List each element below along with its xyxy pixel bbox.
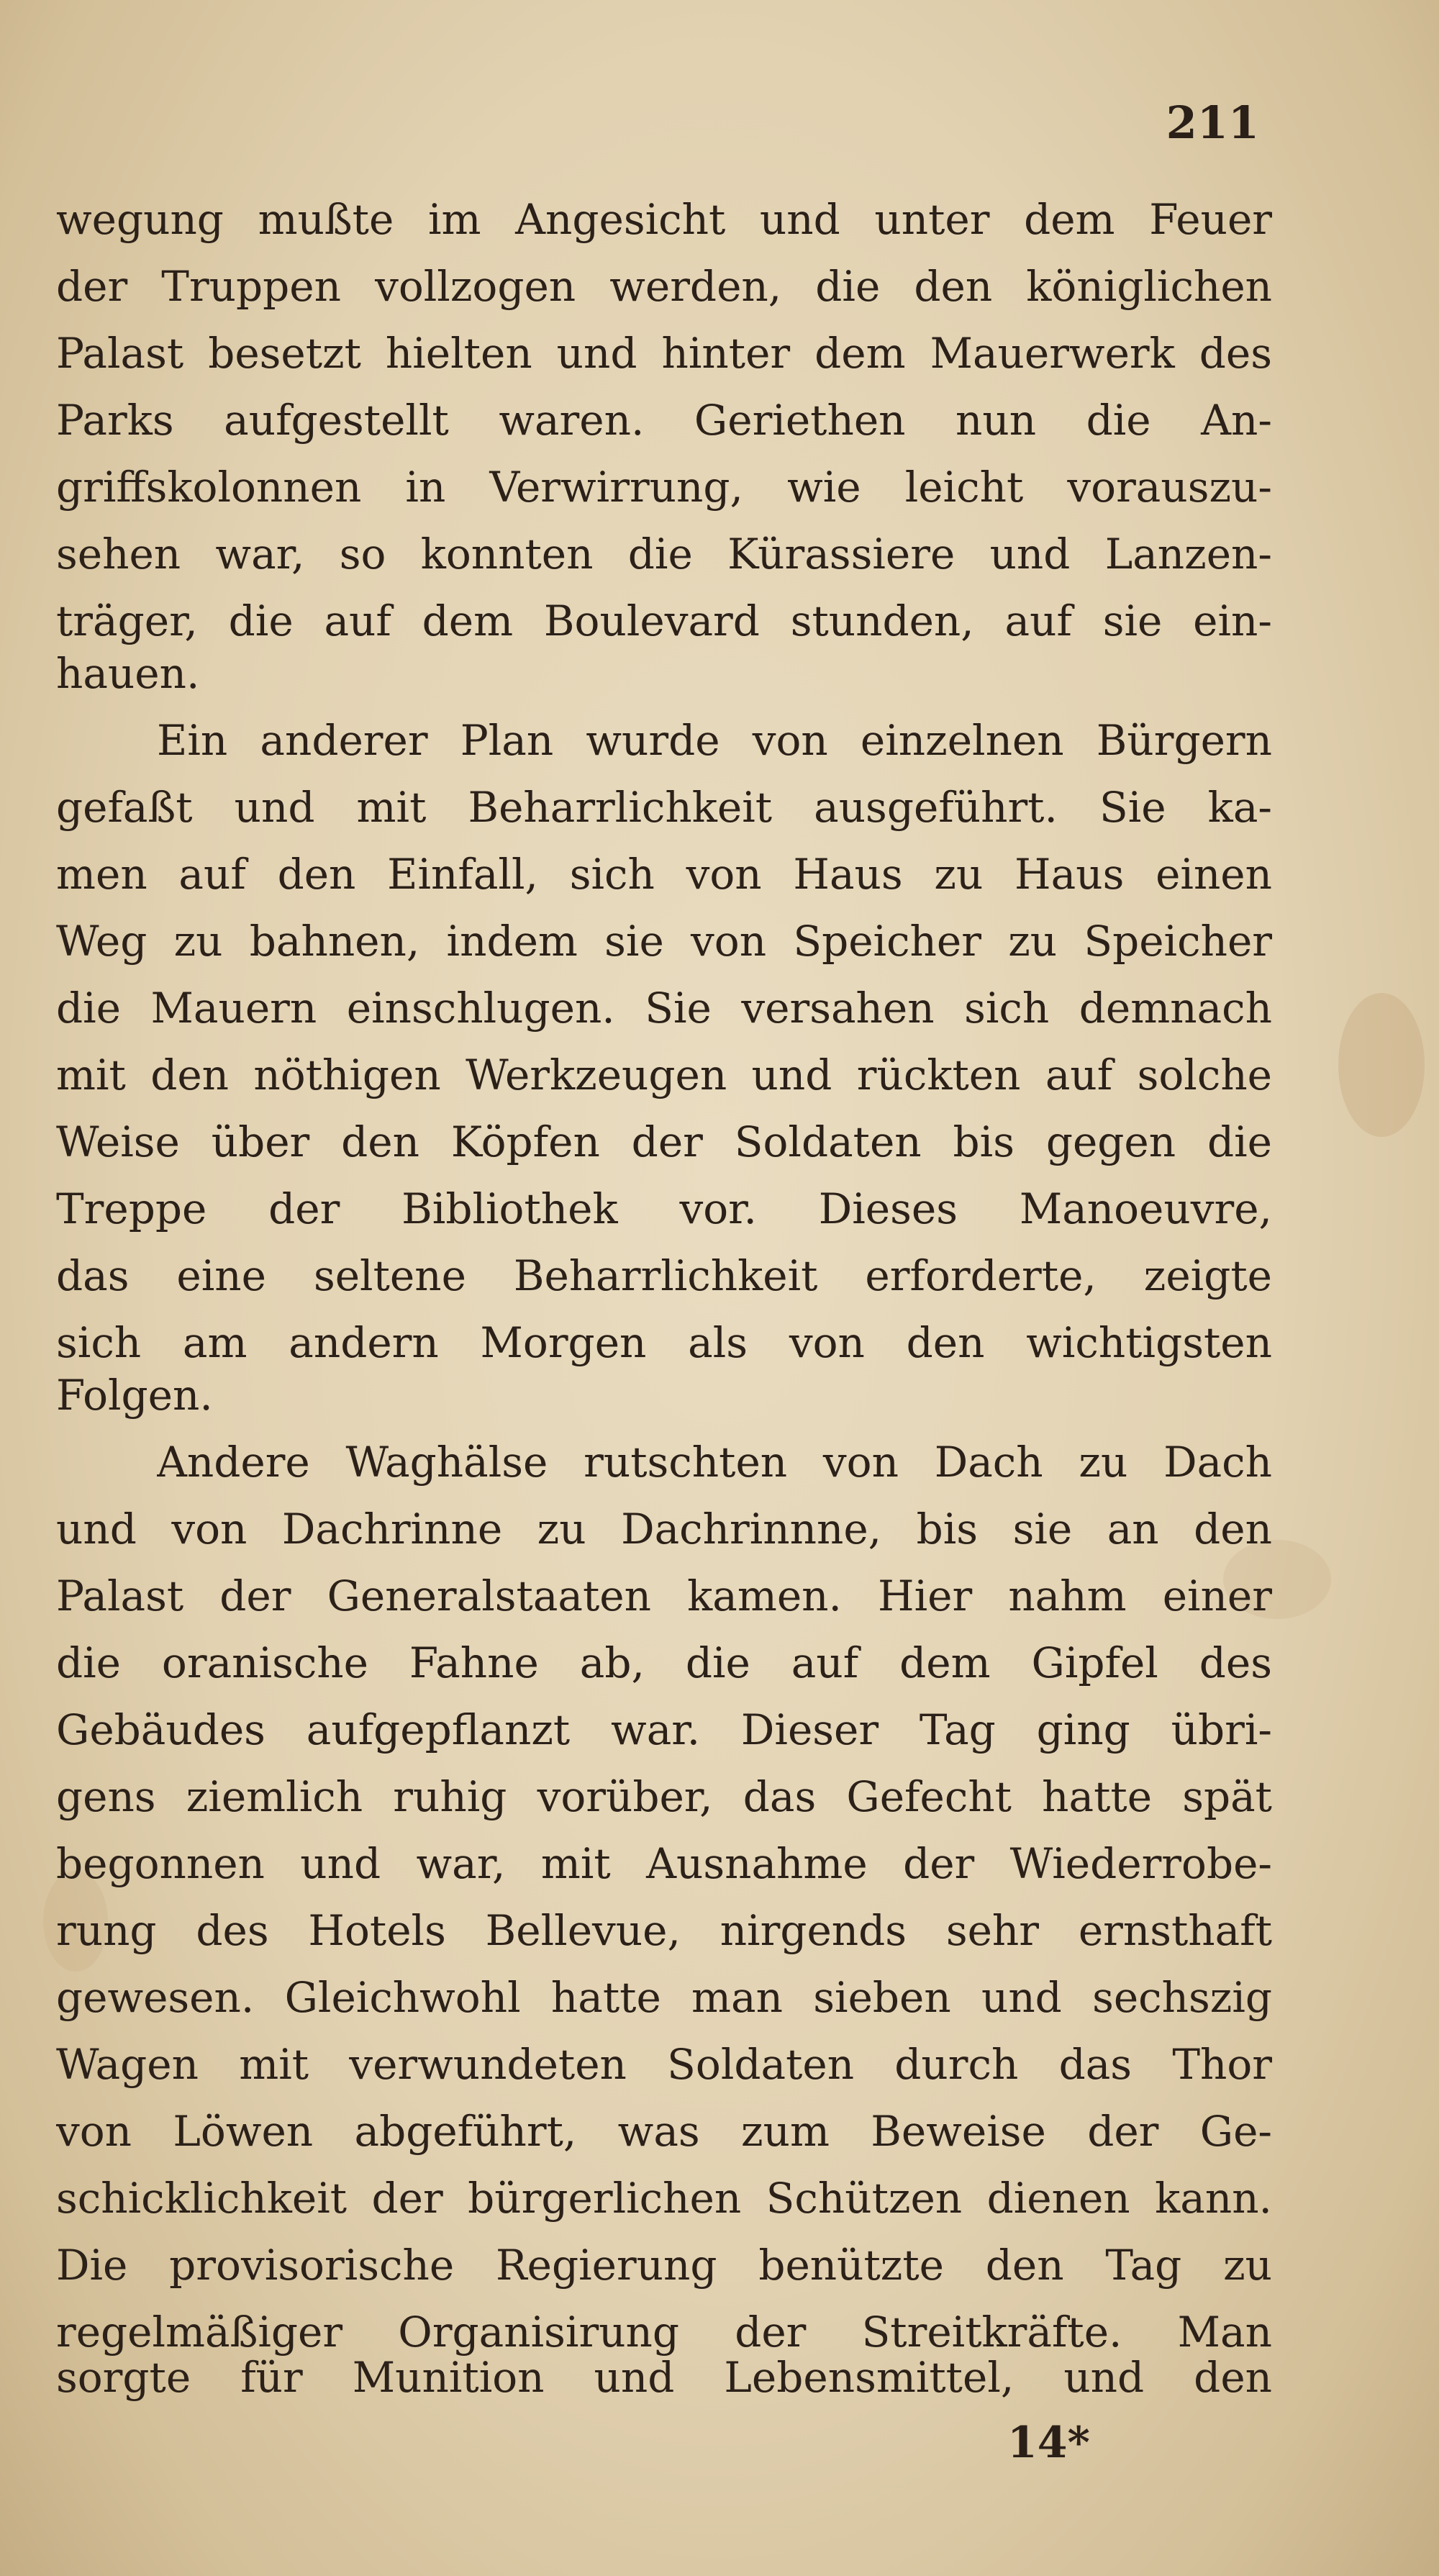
text-line: Palast besetzt hielten und hinter dem Mauerwerk des — [56, 329, 1272, 378]
text-line: Die provisorische Regierung benützte den Tag zu — [56, 2241, 1272, 2290]
paragraph-start-line: Ein anderer Plan wurde von einzelnen Bürgern — [157, 716, 1272, 765]
text-line: sorgte für Munition und Lebensmittel, und den — [56, 2353, 1272, 2402]
signature-mark: 14* — [1007, 2418, 1090, 2468]
page-number: 211 — [1166, 96, 1259, 149]
text-line: Parks aufgestellt waren. Geriethen nun die An- — [56, 396, 1272, 445]
text-line: der Truppen vollzogen werden, die den königlichen — [56, 262, 1272, 311]
text-line: sich am andern Morgen als von den wichtigsten — [56, 1318, 1272, 1367]
text-line: von Löwen abgeführt, was zum Beweise der Ge- — [56, 2107, 1272, 2156]
text-line: hauen. — [56, 649, 200, 698]
text-line: und von Dachrinne zu Dachrinnne, bis sie an den — [56, 1505, 1272, 1554]
text-line: Wagen mit verwundeten Soldaten durch das Thor — [56, 2040, 1272, 2089]
text-line: griffskolonnen in Verwirrung, wie leicht vorauszu- — [56, 463, 1272, 512]
text-line: das eine seltene Beharrlichkeit erforderte, zeigte — [56, 1251, 1272, 1300]
text-line: begonnen und war, mit Ausnahme der Wiederrobe- — [56, 1839, 1272, 1888]
text-line: Folgen. — [56, 1371, 213, 1420]
text-line: die Mauern einschlugen. Sie versahen sich demnach — [56, 984, 1272, 1033]
text-line: gens ziemlich ruhig vorüber, das Gefecht hatte spät — [56, 1772, 1272, 1821]
paragraph-start-line: Andere Waghälse rutschten von Dach zu Dach — [157, 1438, 1272, 1487]
text-line: men auf den Einfall, sich von Haus zu Haus einen — [56, 850, 1272, 899]
text-line: Palast der Generalstaaten kamen. Hier nahm einer — [56, 1572, 1272, 1620]
text-line: Gebäudes aufgepflanzt war. Dieser Tag ging übri- — [56, 1705, 1272, 1754]
text-line: sehen war, so konnten die Kürassiere und Lanzen- — [56, 530, 1272, 579]
text-line: gefaßt und mit Beharrlichkeit ausgeführt. Sie ka- — [56, 783, 1272, 832]
text-line: regelmäßiger Organisirung der Streitkräfte. Man — [56, 2308, 1272, 2357]
text-line: die oranische Fahne ab, die auf dem Gipfel des — [56, 1638, 1272, 1687]
text-line: Weg zu bahnen, indem sie von Speicher zu Speicher — [56, 917, 1272, 966]
text-line: schicklichkeit der bürgerlichen Schützen dienen kann. — [56, 2174, 1272, 2223]
text-line: träger, die auf dem Boulevard stunden, auf sie ein- — [56, 597, 1272, 645]
text-line: wegung mußte im Angesicht und unter dem Feuer — [56, 195, 1272, 244]
text-line: Treppe der Bibliothek vor. Dieses Manoeuvre, — [56, 1184, 1272, 1233]
text-line: rung des Hotels Bellevue, nirgends sehr ernsthaft — [56, 1906, 1272, 1955]
text-line: gewesen. Gleichwohl hatte man sieben und sechszig — [56, 1973, 1272, 2022]
text-line: Weise über den Köpfen der Soldaten bis gegen die — [56, 1117, 1272, 1166]
text-line: mit den nöthigen Werkzeugen und rückten auf solche — [56, 1051, 1272, 1099]
